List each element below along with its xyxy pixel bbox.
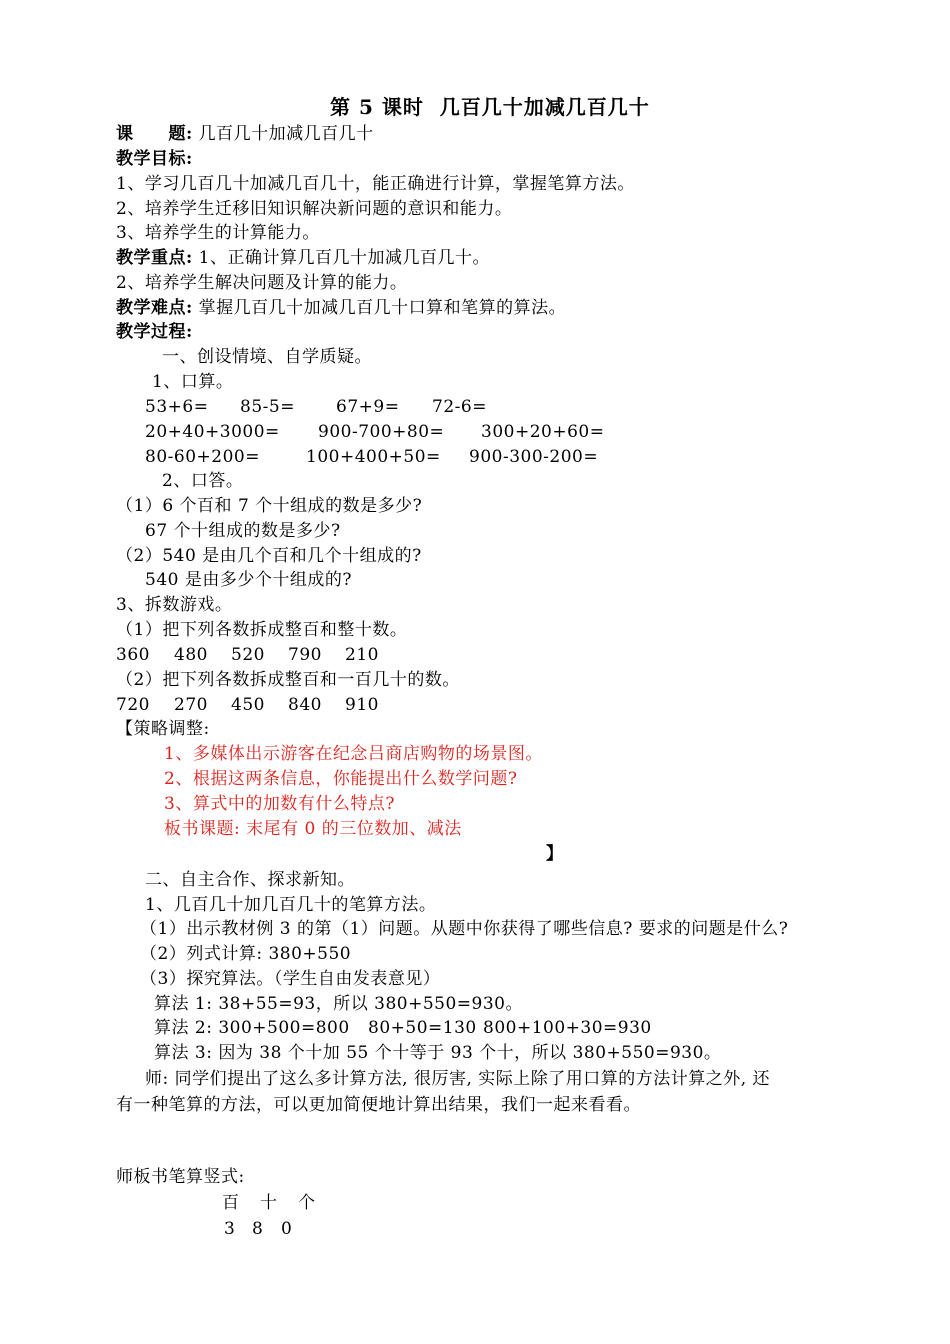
game-item: （1）把下列各数拆成整百和整十数。 — [116, 620, 408, 640]
oral-calc-item: 20+40+3000= — [145, 422, 280, 442]
goal-item: 2、培养学生迁移旧知识解决新问题的意识和能力。 — [116, 199, 513, 219]
goal-item: 1、学习几百几十加减几百几十，能正确进行计算，掌握笔算方法。 — [116, 174, 635, 194]
method-1: 算法 1: 38+55=93，所以 380+550=930。 — [154, 994, 523, 1014]
strategy-item: 3、算式中的加数有什么特点? — [164, 794, 395, 814]
number-item: 360 — [116, 645, 150, 665]
teacher-line: 有一种笔算的方法，可以更加简便地计算出结果，我们一起来看看。 — [116, 1095, 641, 1115]
place-header: 十 — [260, 1193, 278, 1213]
question-item: 67 个十组成的数是多少? — [145, 521, 341, 541]
strategy-heading: 【策略调整: — [116, 719, 210, 739]
topic-line — [116, 123, 374, 145]
oral-calc-item: 900-700+80= — [318, 422, 445, 442]
method-3: 算法 3: 因为 38 个十加 55 个十等于 93 个十，所以 380+550=930。 — [154, 1043, 722, 1063]
place-digit: 8 — [252, 1219, 264, 1239]
place-header: 个 — [298, 1193, 316, 1213]
strategy-item: 板书课题: 末尾有 0 的三位数加、减法 — [164, 819, 462, 839]
key-line — [116, 247, 490, 269]
number-item: 520 — [231, 645, 265, 665]
game-heading: 3、拆数游戏。 — [116, 595, 233, 615]
oral-calc-item: 85-5= — [240, 397, 295, 417]
oral-answer-heading: 2、口答。 — [162, 471, 244, 491]
method-2-part: 800+100+30=930 — [483, 1018, 652, 1038]
part1-heading: 一、创设情境、自学质疑。 — [162, 347, 372, 367]
oral-calc-item: 900-300-200= — [469, 447, 599, 467]
method-2-part: 80+50=130 — [368, 1018, 477, 1038]
written-item: （2）列式计算: 380+550 — [140, 944, 352, 964]
goal-item: 3、培养学生的计算能力。 — [116, 223, 320, 243]
page-title: 第 5 课时 几百几十加减几百几十 — [330, 95, 650, 119]
key-label: 教学重点: — [116, 248, 193, 268]
question-item: （1）6 个百和 7 个十组成的数是多少? — [116, 496, 423, 516]
number-item: 790 — [288, 645, 322, 665]
oral-calc-item: 67+9= — [336, 397, 400, 417]
number-item: 210 — [345, 645, 379, 665]
oral-calc-item: 300+20+60= — [481, 422, 605, 442]
number-item: 720 — [116, 695, 150, 715]
key-value-2: 2、培养学生解决问题及计算的能力。 — [116, 273, 408, 293]
oral-calc-item: 53+6= — [145, 397, 209, 417]
strategy-item: 2、根据这两条信息，你能提出什么数学问题? — [164, 769, 518, 789]
place-header: 百 — [222, 1193, 240, 1213]
number-item: 450 — [231, 695, 265, 715]
difficulty-line — [116, 297, 566, 319]
difficulty-value: 掌握几百几十加减几百几十口算和笔算的算法。 — [192, 298, 567, 318]
number-item: 270 — [174, 695, 208, 715]
oral-calc-item: 100+400+50= — [306, 447, 441, 467]
topic-value: 几百几十加减几百几十 — [192, 124, 374, 144]
oral-calc-item: 72-6= — [432, 397, 487, 417]
strategy-close: 】 — [546, 844, 564, 864]
number-item: 840 — [288, 695, 322, 715]
written-heading: 1、几百几十加几百几十的笔算方法。 — [145, 895, 437, 915]
strategy-item: 1、多媒体出示游客在纪念吕商店购物的场景图。 — [164, 744, 543, 764]
topic-label: 课 题: — [116, 124, 193, 144]
number-item: 910 — [345, 695, 379, 715]
written-item: （1）出示教材例 3 的第（1）问题。从题中你获得了哪些信息? 要求的问题是什么? — [140, 919, 789, 939]
game-item: （2）把下列各数拆成整百和一百几十的数。 — [116, 670, 460, 690]
key-value: 1、正确计算几百几十加减几百几十。 — [192, 248, 491, 268]
difficulty-label: 教学难点: — [116, 298, 193, 318]
place-digit: 0 — [281, 1219, 293, 1239]
teacher-line: 师: 同学们提出了这么多计算方法, 很厉害, 实际上除了用口算的方法计算之外, 还 — [145, 1069, 771, 1089]
question-item: 540 是由多少个十组成的? — [145, 570, 352, 590]
part2-heading: 二、自主合作、探求新知。 — [145, 870, 355, 890]
place-digit: 3 — [224, 1219, 236, 1239]
written-item: （3）探究算法。（学生自由发表意见） — [140, 969, 441, 989]
goals-heading: 教学目标: — [116, 149, 193, 169]
question-item: （2）540 是由几个百和几个十组成的? — [116, 546, 422, 566]
board-heading: 师板书笔算竖式: — [116, 1167, 245, 1187]
number-item: 480 — [174, 645, 208, 665]
oral-calc-item: 80-60+200= — [145, 447, 260, 467]
method-2-part: 算法 2: 300+500=800 — [154, 1018, 350, 1038]
oral-calc-heading: 1、口算。 — [152, 372, 234, 392]
process-heading: 教学过程: — [116, 322, 193, 342]
